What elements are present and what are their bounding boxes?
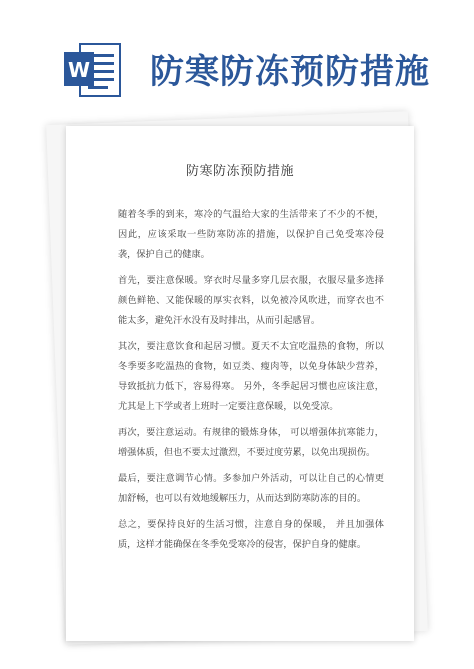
paragraph-text: 最后，要注意调节心情。多参加户外活动，可以让自己的心情更加舒畅，也可以有效地缓解压力，从而达到防寒防冻的目的。 xyxy=(118,473,384,504)
banner-title: 防寒防冻预防措施 xyxy=(150,52,430,92)
paragraph-keep-warm xyxy=(118,271,384,331)
paragraph-text: 再次，要注意运动。有规律的锻炼身体， 可以增强体抗寒能力， 增强体质，但也不要太过激烈，不要过度劳累，以免出现损伤。 xyxy=(118,427,384,458)
paragraph-diet xyxy=(118,337,384,417)
word-logo-letter: W xyxy=(67,58,91,82)
paragraph-text: 随着冬季的到来，寒冷的气温给大家的生活带来了不少的不便，因此，应该采取一些防寒防冻的措施，以保护自己免受寒冷侵袭，保护自己的健康。 xyxy=(118,209,384,260)
paragraph-exercise xyxy=(118,423,384,463)
document-title: 防寒防冻预防措施 xyxy=(185,164,294,179)
paragraph-intro xyxy=(118,205,384,265)
placeholder-mark xyxy=(118,185,384,195)
placeholder-mark xyxy=(118,195,384,205)
document-page xyxy=(66,126,414,641)
paragraph-summary xyxy=(118,515,384,555)
paragraph-text: 总之，要保持良好的生活习惯，注意自身的保暖， 并且加强体质，这样才能确保在冬季免受寒冷的侵害，保护自身的健康。 xyxy=(118,519,384,550)
paragraph-text: 首先，要注意保暖。穿衣时尽量多穿几层衣服，衣服尽量多选择颜色鲜艳、又能保暖的厚实衣料，以免被冷风吹进，而穿衣也不能太多，避免汗水没有及时排出，从而引起感冒。 xyxy=(118,275,384,326)
paragraph-mood xyxy=(118,469,384,509)
banner xyxy=(0,0,474,125)
paragraph-text: 其次，要注意饮食和起居习惯。夏天不太宜吃温热的食物，所以冬季要多吃温热的食物，如豆类、瘦肉等，以免身体缺少营养，导致抵抗力低下，容易得寒。 另外，冬季起居习惯也应该注意， 尤其是上下学或者上班时一定要注意保暖，以免受凉。 xyxy=(118,341,384,412)
word-document-icon xyxy=(62,40,124,100)
